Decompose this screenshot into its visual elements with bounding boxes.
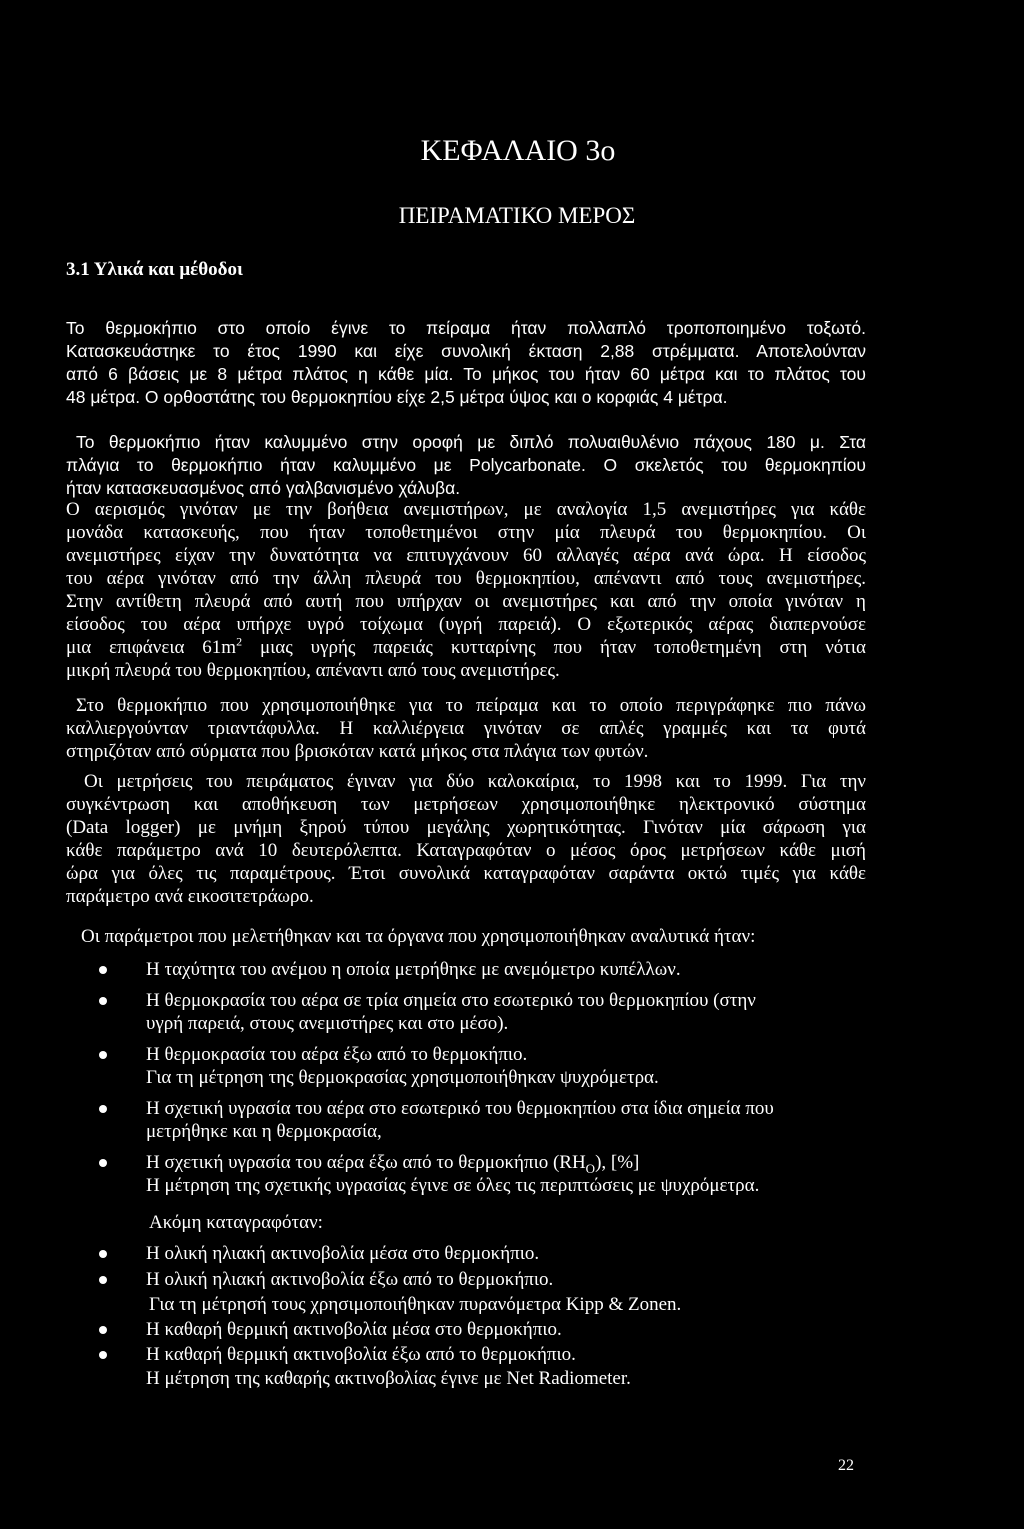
text-line: ήταν κατασκευασμένος από γαλβανισμένο χάλυβα.: [66, 478, 461, 498]
paragraph-ventilation: [66, 498, 866, 682]
text-line: στηριζόταν από σύρματα που βρισκόταν κατά μήκος στα πλάγια των φυτών.: [66, 741, 649, 762]
area-superscript: 2: [236, 634, 243, 649]
list-item: Η καθαρή θερμική ακτινοβολία μέσα στο θερμοκήπιο.: [66, 1318, 886, 1341]
list-note: Η μέτρηση της καθαρής ακτινοβολίας έγινε με Net Radiometer.: [146, 1368, 631, 1389]
parameters-intro: Οι παράμετροι που μελετήθηκαν και τα όργανα που χρησιμοποιήθηκαν αναλυτικά ήταν:: [81, 926, 756, 947]
text-line: ανεμιστήρες είχαν την δυνατότητα να επιτυγχάνουν 60 αλλαγές αέρα ανά ώρα. Η είσοδος: [66, 545, 866, 566]
text-line: Στην αντίθετη πλευρά από αυτή που υπήρχαν οι ανεμιστήρες και από την οποία γινόταν η: [66, 591, 866, 612]
bullet-icon: [99, 966, 107, 974]
text-line: Ο αερισμός γινόταν με την βοήθεια ανεμιστήρων, με αναλογία 1,5 ανεμιστήρες για κάθε: [66, 499, 866, 520]
text-line: Το θερμοκήπιο στο οποίο έγινε το πείραμα ήταν πολλαπλό τροποποιημένο τοξωτό.: [66, 318, 866, 338]
text-line: Κατασκευάστηκε το έτος 1990 και είχε συνολική έκταση 2,88 στρέμματα. Αποτελούνταν: [66, 341, 866, 361]
paragraph-cultivation: [66, 694, 866, 763]
text-line: συγκέντρωση και αποθήκευση των μετρήσεων χρησιμοποιήθηκε ηλεκτρονικό σύστημα: [66, 794, 866, 815]
text-line: είσοδος του αέρα υπήρχε υγρό τοίχωμα (υγρή παρειά). Ο εξωτερικός αέρας διαπερνούσε: [66, 614, 866, 635]
text-line: του αέρα γινόταν από την άλλη πλευρά του θερμοκηπίου, απέναντι από τους ανεμιστήρες.: [66, 568, 866, 589]
text-line-area: [66, 636, 866, 659]
text-line: ώρα για όλες τις παραμέτρους. Έτσι συνολικά καταγραφόταν σαράντα οκτώ τιμές για κάθε: [66, 863, 866, 884]
paragraph-measurements: [66, 770, 866, 908]
bullet-icon: [99, 1351, 107, 1359]
list-note: Η μέτρηση της σχετικής υγρασίας έγινε σε όλες τις περιπτώσεις με ψυχρόμετρα.: [146, 1175, 760, 1196]
text-line: Το θερμοκήπιο ήταν καλυμμένο στην οροφή με διπλό πολυαιθυλένιο πάχους 180 μ. Στα: [76, 432, 866, 452]
area-text-after: μιας υγρής παρειάς κυτταρίνης που ήταν τοποθετημένη στη νότια: [242, 637, 867, 658]
bullet-icon: [99, 997, 107, 1005]
bullet-icon: [99, 1326, 107, 1334]
rh-subscript: O: [585, 1160, 596, 1176]
text-line: 48 μέτρα. Ο ορθοστάτης του θερμοκηπίου είχε 2,5 μέτρα ύψος και ο κορφιάς 4 μέτρα.: [66, 387, 728, 407]
text-line: παράμετρο ανά εικοσιτετράωρο.: [66, 886, 314, 907]
list-item: Η ολική ηλιακή ακτινοβολία έξω από το θερμοκήπιο.: [66, 1268, 886, 1291]
list-item-continuation: υγρή παρειά, στους ανεμιστήρες και στο μέσο).: [146, 1013, 509, 1034]
parameters-list: [66, 925, 886, 1197]
also-recorded-intro: Ακόμη καταγραφόταν:: [149, 1212, 323, 1233]
bullet-icon: [99, 1105, 107, 1113]
list-item: Η ταχύτητα του ανέμου η οποία μετρήθηκε με ανεμόμετρο κυπέλλων.: [66, 958, 886, 981]
bullet-icon: [99, 1250, 107, 1258]
bullet-icon: [99, 1051, 107, 1059]
text-line: (Data logger) με μνήμη ξηρού τύπου μεγάλης χωρητικότητας. Γινόταν μία σάρωση για: [66, 817, 866, 838]
list-item: Η σχετική υγρασία του αέρα έξω από το θερμοκήπιο $(RH_O)$, [%]: [66, 1151, 886, 1174]
bullet-icon: [99, 1159, 107, 1167]
section-heading: 3.1 Υλικά και μέθοδοι: [66, 259, 243, 280]
list-item: Η θερμοκρασία του αέρα σε τρία σημεία στο εσωτερικό του θερμοκηπίου (στην: [66, 989, 886, 1012]
paragraph-covering: [66, 431, 866, 500]
text-line: μικρή πλευρά του θερμοκηπίου, απέναντι από τους ανεμιστήρες.: [66, 660, 560, 681]
text-line: Οι μετρήσεις του πειράματος έγιναν για δύο καλοκαίρια, το 1998 και το 1999. Για την: [84, 771, 866, 792]
text-line: πλάγια το θερμοκήπιο ήταν καλυμμένο με Polycarbonate. Ο σκελετός του θερμοκηπίου: [66, 455, 866, 475]
text-line: κάθε παράμετρο ανά 10 δευτερόλεπτα. Καταγραφόταν ο μέσος όρος μετρήσεων κάθε μισή: [66, 840, 866, 861]
chapter-title: ΚΕΦΑΛΑΙΟ 3ο: [420, 134, 616, 167]
paragraph-structure: [66, 317, 866, 409]
part-title: ΠΕΙΡΑΜΑΤΙΚΟ ΜΕΡΟΣ: [398, 203, 636, 228]
list-item: Η θερμοκρασία του αέρα έξω από το θερμοκήπιο.: [66, 1043, 886, 1066]
text-line: καλλιεργούνταν τριαντάφυλλα. Η καλλιέργεια γινόταν σε απλές γραμμές και τα φυτά: [66, 718, 866, 739]
list-item: Η σχετική υγρασία του αέρα στο εσωτερικό του θερμοκηπίου στα ίδια σημεία που: [66, 1097, 886, 1120]
text-line: Στο θερμοκήπιο που χρησιμοποιήθηκε για το πείραμα και το οποίο περιγράφηκε πιο πάνω: [76, 695, 866, 716]
page-number: 22: [838, 1457, 854, 1474]
text-line: από 6 βάσεις με 8 μέτρα πλάτος η κάθε μία. Το μήκος του ήταν 60 μέτρα και το πλάτος του: [66, 364, 866, 384]
bullet-icon: [99, 1276, 107, 1284]
text-line: μονάδα κατασκευής, που ήταν τοποθετημένοι στην μία πλευρά του θερμοκηπίου. Οι: [66, 522, 866, 543]
radiation-list: [66, 1211, 886, 1390]
list-item-continuation: μετρήθηκε και η θερμοκρασία,: [146, 1121, 382, 1142]
list-note: Για τη μέτρησή τους χρησιμοποιήθηκαν πυρανόμετρα Kipp & Zonen.: [149, 1294, 682, 1315]
list-note: Για τη μέτρηση της θερμοκρασίας χρησιμοποιήθηκαν ψυχρόμετρα.: [146, 1067, 659, 1088]
list-item: Η καθαρή θερμική ακτινοβολία έξω από το θερμοκήπιο.: [66, 1343, 886, 1366]
list-item: Η ολική ηλιακή ακτινοβολία μέσα στο θερμοκήπιο.: [66, 1242, 886, 1265]
area-text-before: μια επιφάνεια 61m: [66, 637, 237, 658]
